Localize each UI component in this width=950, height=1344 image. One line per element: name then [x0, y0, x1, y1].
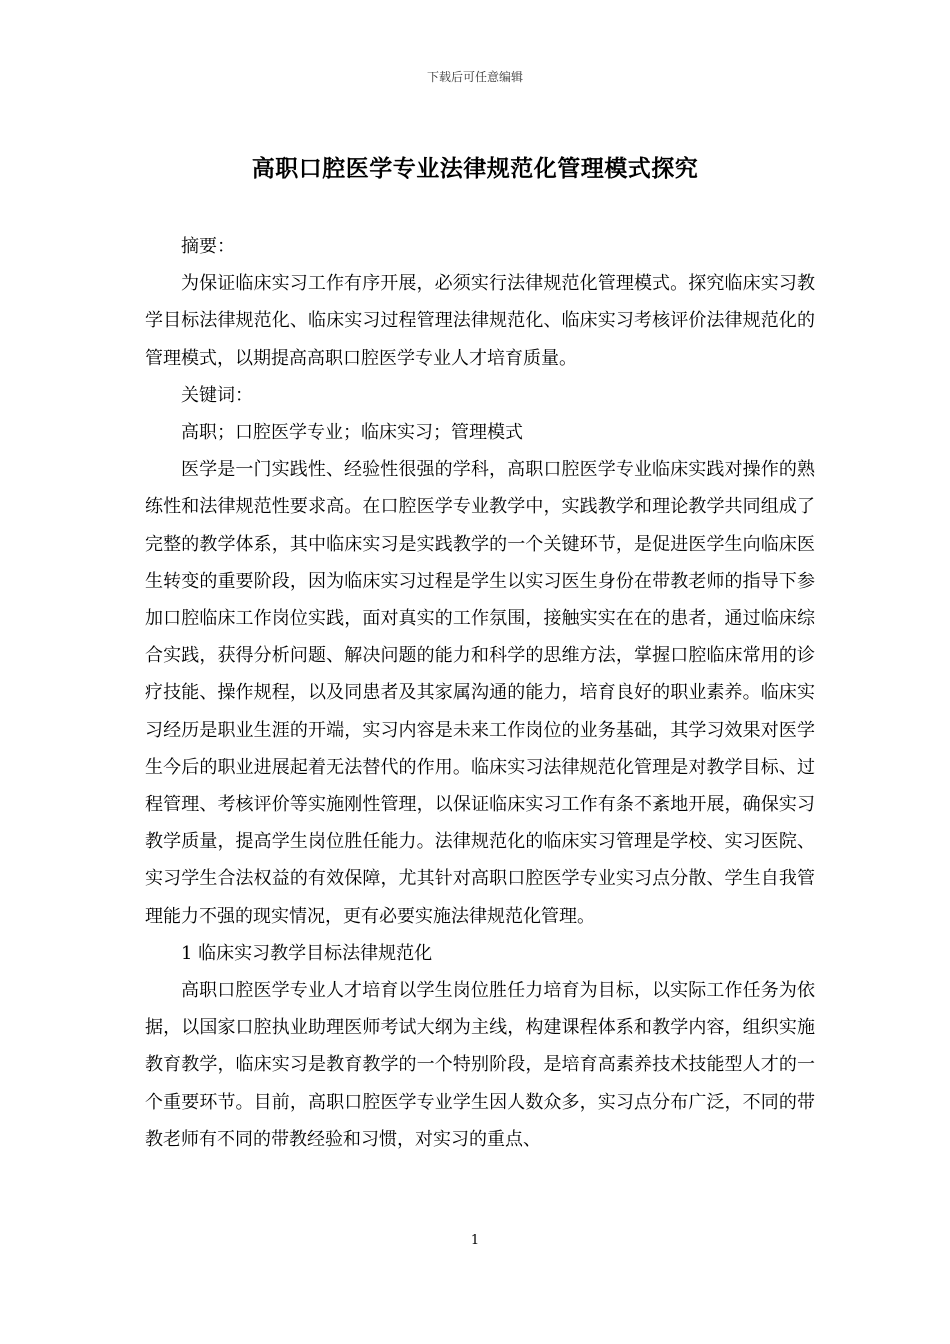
keywords-label: 关键词：: [181, 384, 253, 406]
abstract-paragraph: 为保证临床实习工作有序开展，必须实行法律规范化管理模式。探究临床实习教学目标法律规范化、临床实习过程管理法律规范化、临床实习考核评价法律规范化的管理模式，以期提高高职口腔医学专业人才培育质量。: [145, 273, 815, 369]
section-paragraph: 高职口腔医学专业人才培育以学生岗位胜任力培育为目标，以实际工作任务为依据，以国家口腔执业助理医师考试大纲为主线，构建课程体系和教学内容，组织实施教育教学，临床实习是教育教学的一个特别阶段，是培育高素养技术技能型人才的一个重要环节。目前，高职口腔医学专业学生因人数众多，实习点分布广泛，不同的带教老师有不同的带教经验和习惯，对实习的重点、: [145, 980, 815, 1150]
page-number: 1: [470, 1233, 480, 1248]
header-note: 下载后可任意编辑: [426, 70, 523, 84]
document-body: [145, 228, 815, 1158]
intro-paragraph: 医学是一门实践性、经验性很强的学科，高职口腔医学专业临床实践对操作的熟练性和法律规范性要求高。在口腔医学专业教学中，实践教学和理论教学共同组成了完整的教学体系，其中临床实习是实践教学的一个关键环节，是促进医学生向临床医生转变的重要阶段，因为临床实习过程是学生以实习医生身份在带教老师的指导下参加口腔临床工作岗位实践，面对真实的工作氛围，接触实实在在的患者，通过临床综合实践，获得分析问题、解决问题的能力和科学的思维方法，掌握口腔临床常用的诊疗技能、操作规程，以及同患者及其家属沟通的能力，培育良好的职业素养。临床实习经历是职业生涯的开端，实习内容是未来工作岗位的业务基础，其学习效果对医学生今后的职业进展起着无法替代的作用。临床实习法律规范化管理是对教学目标、过程管理、考核评价等实施刚性管理，以保证临床实习工作有条不紊地开展，确保实习教学质量，提高学生岗位胜任能力。法律规范化的临床实习管理是学校、实习医院、实习学生合法权益的有效保障，尤其针对高职口腔医学专业实习点分散、学生自我管理能力不强的现实情况，更有必要实施法律规范化管理。: [145, 459, 815, 927]
document-title: 高职口腔医学专业法律规范化管理模式探究: [251, 155, 699, 182]
section-heading: 1 临床实习教学目标法律规范化: [181, 942, 433, 964]
abstract-label: 摘要：: [181, 236, 235, 257]
keywords-paragraph: 高职；口腔医学专业；临床实习；管理模式: [181, 422, 523, 444]
